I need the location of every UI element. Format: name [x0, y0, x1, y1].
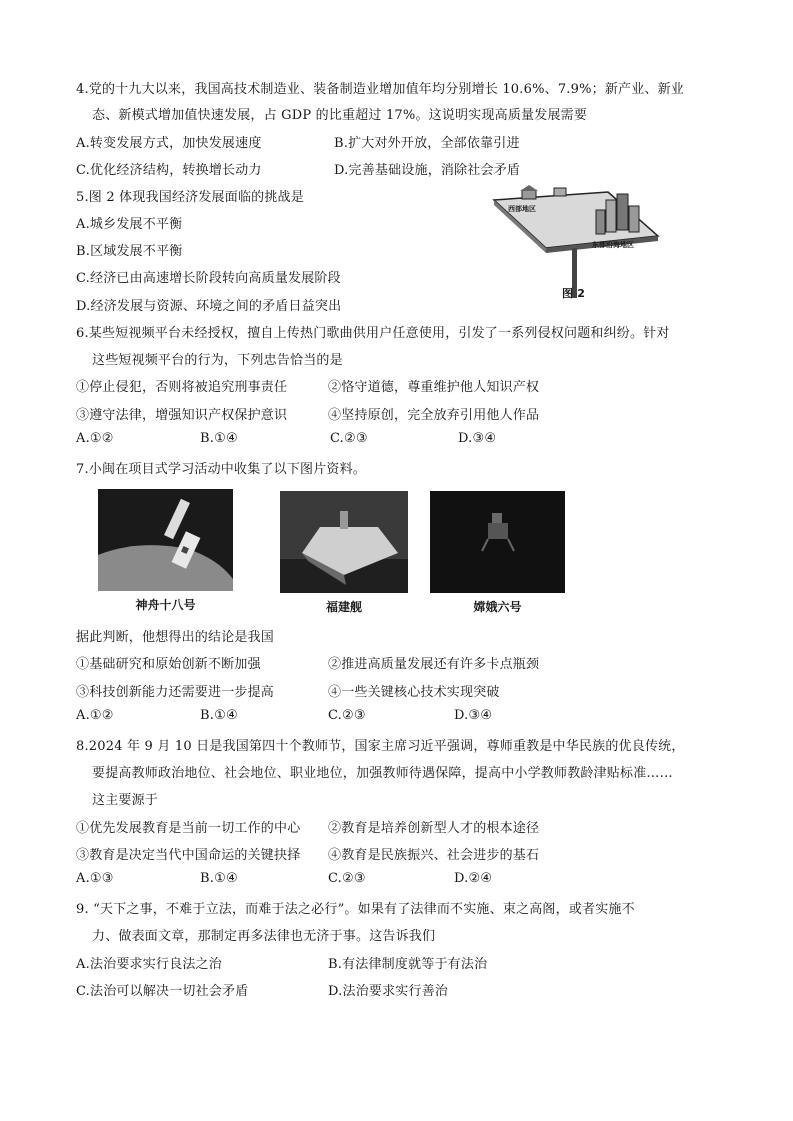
figure-2-caption: 图 2 [562, 287, 586, 300]
west-hut-1 [522, 190, 536, 199]
change6-photo [430, 491, 565, 593]
q9-option-a: A.法治要求实行良法之治 [76, 957, 222, 972]
q6-answer-b: B.①④ [200, 431, 238, 446]
q7-item-4: ④一些关键核心技术实现突破 [328, 685, 500, 700]
spacecraft-image [98, 489, 233, 591]
q5-option-b: B.区域发展不平衡 [76, 244, 183, 259]
q7-item-3: ③科技创新能力还需要进一步提高 [76, 685, 275, 700]
q7-line-after: 据此判断，他想得出的结论是我国 [76, 630, 275, 645]
q5-stem: 5.图 2 体现我国经济发展面临的挑战是 [76, 190, 304, 205]
east-building-1 [596, 210, 605, 234]
q8-stem-line3: 这主要源于 [92, 793, 159, 808]
space-background [430, 491, 565, 593]
q9-option-b: B.有法律制度就等于有法治 [328, 957, 488, 972]
q4-option-c: C.优化经济结构，转换增长动力 [76, 163, 262, 178]
photo-caption-change: 嫦娥六号 [473, 600, 522, 614]
q7-answer-b: B.①④ [200, 708, 238, 723]
q5-option-c: C.经济已由高速增长阶段转向高质量发展阶段 [76, 271, 341, 286]
west-hut-1-roof [520, 185, 538, 191]
lander-top [492, 513, 502, 523]
lander-body [488, 523, 508, 539]
east-building-2 [606, 200, 616, 232]
q5-option-a: A.城乡发展不平衡 [76, 217, 183, 232]
q6-item-1: ①停止侵犯，否则将被追究刑事责任 [76, 380, 288, 395]
q8-item-2: ②教育是培养创新型人才的根本途径 [328, 821, 540, 836]
q9-stem-line2: 力、做表面文章，那制定再多法律也无济于事。这告诉我们 [92, 929, 436, 944]
q4-stem-line2: 态、新模式增加值快速发展，占 GDP 的比重超过 17%。这说明实现高质量发展需要 [92, 108, 588, 123]
shenzhou-photo [98, 489, 233, 591]
q7-answer-d: D.③④ [454, 708, 493, 723]
q8-stem-line2: 要提高教师政治地位、社会地位、职业地位，加强教师待遇保障，提高中小学教师教龄津贴标准…… [92, 766, 673, 781]
q8-item-4: ④教育是民族振兴、社会进步的基石 [328, 848, 540, 863]
q6-item-3: ③遵守法律，增强知识产权保护意识 [76, 408, 288, 423]
q8-answer-d: D.②④ [454, 871, 493, 886]
east-building-4 [629, 206, 639, 232]
q9-option-d: D.法治要求实行善治 [328, 984, 449, 999]
west-hut-2 [554, 188, 566, 196]
carrier-image [280, 491, 408, 593]
q4-option-d: D.完善基础设施，消除社会矛盾 [334, 163, 521, 178]
q5-option-d: D.经济发展与资源、环境之间的矛盾日益突出 [76, 299, 342, 314]
q6-item-4: ④坚持原创，完全放弃引用他人作品 [328, 408, 540, 423]
q6-stem-line2: 这些短视频平台的行为，下列忠告恰当的是 [92, 353, 343, 368]
seesaw-table-graphic [488, 184, 660, 300]
photo-caption-shenzhou: 神舟十八号 [135, 598, 196, 612]
q6-stem-line1: 6.某些短视频平台未经授权，擅自上传热门歌曲供用户任意使用，引发了一系列侵权问题和纠纷。针对 [76, 326, 670, 341]
q7-answer-a: A.①② [76, 708, 114, 723]
photo-caption-fujian: 福建舰 [325, 600, 362, 614]
carrier-island [340, 511, 348, 529]
fujian-photo [280, 491, 408, 593]
earth-horizon [98, 545, 233, 591]
east-region-label: 东部沿海地区 [592, 241, 634, 249]
east-building-3 [617, 194, 628, 230]
q7-stem: 7.小闽在项目式学习活动中收集了以下图片资料。 [76, 462, 367, 477]
q4-option-b: B.扩大对外开放，全部依靠引进 [334, 136, 520, 151]
q8-answer-a: A.①③ [76, 871, 114, 886]
q6-answer-a: A.①② [76, 431, 114, 446]
q8-stem-line1: 8.2024 年 9 月 10 日是我国第四十个教师节，国家主席习近平强调，尊师重教是中华民族的优良传统， [76, 739, 685, 754]
q9-option-c: C.法治可以解决一切社会矛盾 [76, 984, 249, 999]
q7-answer-c: C.②③ [328, 708, 366, 723]
q4-stem-line1: 4.党的十九大以来，我国高技术制造业、装备制造业增加值年均分别增长 10.6%、7.9%；新产业、新业 [76, 82, 685, 97]
q6-item-2: ②恪守道德，尊重维护他人知识产权 [328, 380, 540, 395]
figure-2-illustration [488, 184, 660, 300]
q8-answer-c: C.②③ [328, 871, 366, 886]
q8-answer-b: B.①④ [200, 871, 238, 886]
q6-answer-d: D.③④ [458, 431, 497, 446]
q7-item-2: ②推进高质量发展还有许多卡点瓶颈 [328, 657, 540, 672]
q4-option-a: A.转变发展方式，加快发展速度 [76, 136, 262, 151]
q8-item-1: ①优先发展教育是当前一切工作的中心 [76, 821, 301, 836]
q6-answer-c: C.②③ [330, 431, 368, 446]
lander-image [430, 491, 565, 593]
q8-item-3: ③教育是决定当代中国命运的关键抉择 [76, 848, 301, 863]
q9-stem-line1: 9. “天下之事，不难于立法，而难于法之必行”。如果有了法律而不实施、束之高阁，或者实施不 [76, 902, 635, 917]
west-region-label: 西部地区 [508, 205, 536, 213]
q7-item-1: ①基础研究和原始创新不断加强 [76, 657, 261, 672]
